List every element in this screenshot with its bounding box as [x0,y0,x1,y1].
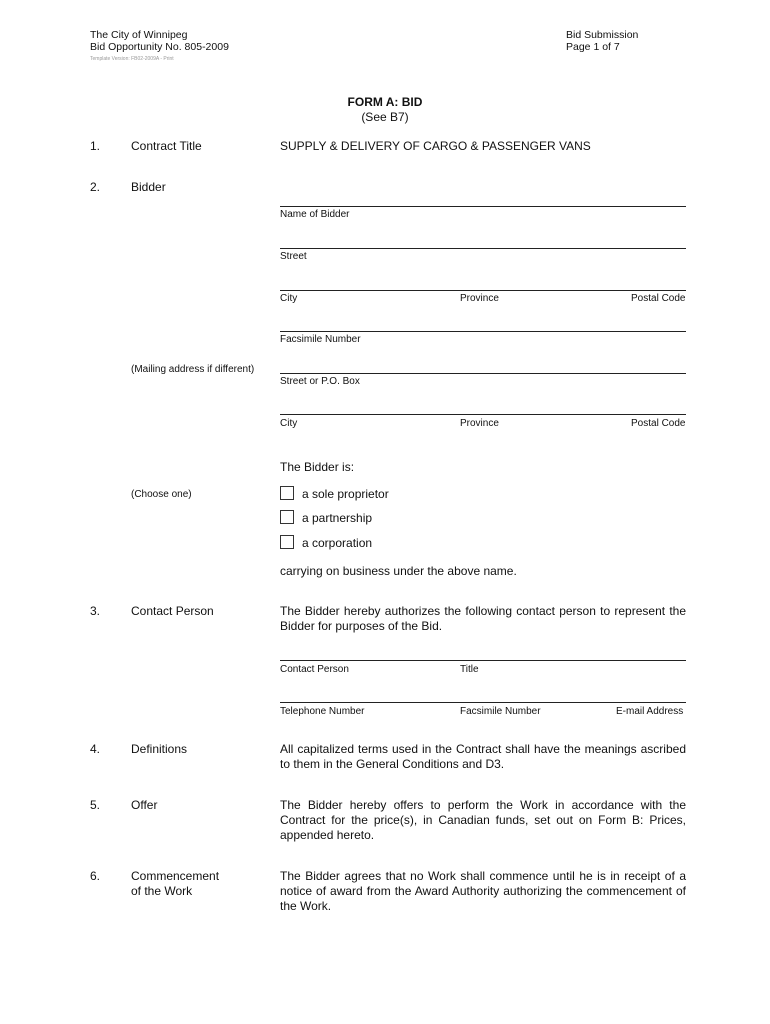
partnership-checkbox[interactable] [280,510,294,524]
contact-person-label: Contact Person [280,664,349,675]
form-subtitle: (See B7) [361,110,409,124]
province-label: Province [460,293,499,304]
section-3-label: Contact Person [131,604,214,618]
mailing-city-province-postal-line[interactable] [280,414,686,415]
header-template-note: Template Version: FB02-2009A - Print [90,56,174,62]
section-5-label: Offer [131,798,158,812]
street-po-box-label: Street or P.O. Box [280,376,360,387]
bidder-is-heading: The Bidder is: [280,460,355,474]
mailing-city-label: City [280,418,298,429]
mailing-postal-code-label: Postal Code [631,418,686,429]
contact-facsimile-label: Facsimile Number [460,706,541,717]
carrying-on-business-text: carrying on business under the above name. [280,564,517,578]
section-4-number: 4. [90,742,101,756]
definitions-paragraph: All capitalized terms used in the Contract shall have the meanings ascribed to them in the General Conditions and D3. [280,742,686,771]
section-2-number: 2. [90,180,101,194]
title-label: Title [460,664,479,675]
section-1-number: 1. [90,139,101,153]
offer-paragraph: The Bidder hereby offers to perform the Work in accordance with the Contract for the price(s), in Canadian funds, set out on Form B: Prices, appended hereto. [280,798,686,842]
choose-one-note: (Choose one) [131,489,192,500]
email-label: E-mail Address [616,706,684,717]
name-of-bidder-label: Name of Bidder [280,209,350,220]
contract-title-value: SUPPLY & DELIVERY OF CARGO & PASSENGER VANS [280,139,591,153]
section-4-label: Definitions [131,742,188,756]
name-of-bidder-line[interactable] [280,206,686,207]
header-bid-submission: Bid Submission [566,29,639,41]
facsimile-line[interactable] [280,331,686,332]
partnership-label: a partnership [302,511,373,525]
street-label: Street [280,251,307,262]
section-6-label-line1: Commencement [131,869,220,883]
section-6-number: 6. [90,869,101,883]
section-5-number: 5. [90,798,101,812]
header-bid-opportunity: Bid Opportunity No. 805-2009 [90,41,229,53]
facsimile-label: Facsimile Number [280,334,361,345]
section-2-label: Bidder [131,180,166,194]
contact-person-title-line[interactable] [280,660,686,661]
sole-proprietor-label: a sole proprietor [302,487,389,501]
sole-proprietor-checkbox[interactable] [280,486,294,500]
street-po-box-line[interactable] [280,373,686,374]
city-province-postal-line[interactable] [280,290,686,291]
telephone-label: Telephone Number [280,706,365,717]
header-page-number: Page 1 of 7 [566,41,620,53]
section-6-label-line2: of the Work [131,884,193,898]
mailing-address-note: (Mailing address if different) [131,364,255,375]
mailing-province-label: Province [460,418,499,429]
section-1-label: Contract Title [131,139,202,153]
corporation-checkbox[interactable] [280,535,294,549]
header-city: The City of Winnipeg [90,29,188,41]
commencement-paragraph: The Bidder agrees that no Work shall commence until he is in receipt of a notice of award from the Award Authority authorizing the commencement of the Work. [280,869,686,913]
section-3-number: 3. [90,604,101,618]
contact-person-paragraph: The Bidder hereby authorizes the following contact person to represent the Bidder for purposes of the Bid. [280,604,686,633]
telephone-fax-email-line[interactable] [280,702,686,703]
street-line[interactable] [280,248,686,249]
city-label: City [280,293,298,304]
postal-code-label: Postal Code [631,293,686,304]
corporation-label: a corporation [302,536,373,550]
form-title: FORM A: BID [347,95,423,109]
